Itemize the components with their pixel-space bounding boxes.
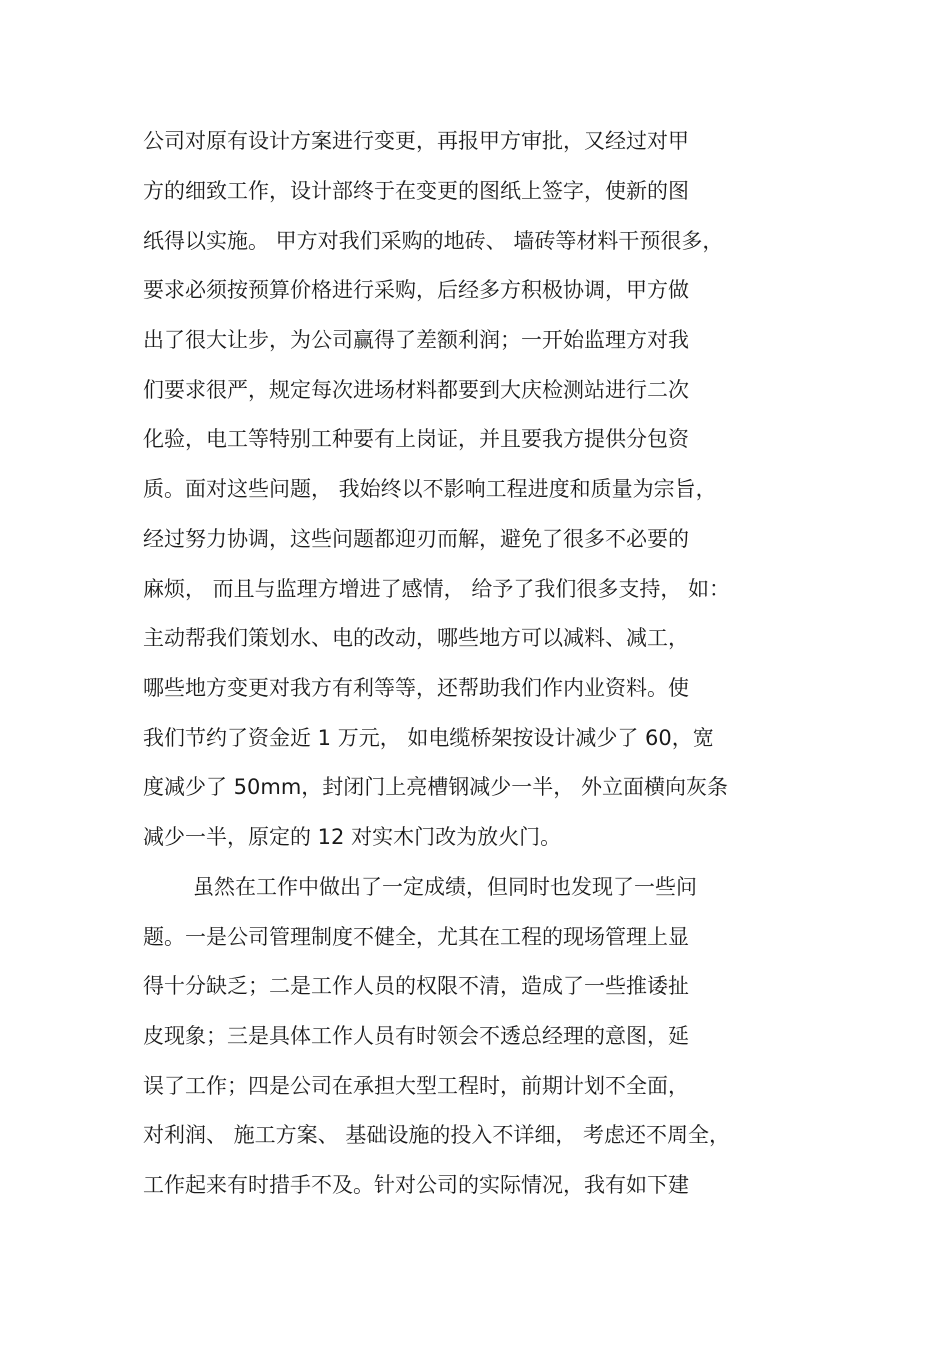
paragraph-1-line-6: 们要求很严，规定每次进场材料都要到大庆检测站进行二次 <box>143 378 689 402</box>
paragraph-1-line-3: 纸得以实施。 甲方对我们采购的地砖、 墙砖等材料干预很多， <box>143 229 724 253</box>
paragraph-2-line-7: 工作起来有时措手不及。针对公司的实际情况，我有如下建 <box>143 1173 689 1197</box>
paragraph-2-line-5: 误了工作；四是公司在承担大型工程时，前期计划不全面， <box>143 1074 689 1098</box>
paragraph-2-line-2: 题。一是公司管理制度不健全，尤其在工程的现场管理上显 <box>143 925 689 949</box>
paragraph-1-line-7: 化验，电工等特别工种要有上岗证，并且要我方提供分包资 <box>143 427 689 451</box>
paragraph-1-line-14: 度减少了 50mm，封闭门上亮槽钢减少一半， 外立面横向灰条 <box>143 775 728 799</box>
paragraph-1-line-8: 质。面对这些问题， 我始终以不影响工程进度和质量为宗旨， <box>143 477 717 501</box>
paragraph-1-line-2: 方的细致工作，设计部终于在变更的图纸上签字，使新的图 <box>143 179 689 203</box>
paragraph-1-line-10: 麻烦， 而且与监理方增进了感情， 给予了我们很多支持， 如： <box>143 577 731 601</box>
paragraph-2-line-1: 虽然在工作中做出了一定成绩，但同时也发现了一些问 <box>193 875 697 899</box>
paragraph-1-line-1: 公司对原有设计方案进行变更，再报甲方审批，又经过对甲 <box>143 129 689 153</box>
paragraph-2-line-3: 得十分缺乏；二是工作人员的权限不清，造成了一些推诿扯 <box>143 974 689 998</box>
paragraph-1-line-5: 出了很大让步，为公司赢得了差额利润；一开始监理方对我 <box>143 328 689 352</box>
paragraph-1-line-12: 哪些地方变更对我方有利等等，还帮助我们作内业资料。使 <box>143 676 689 700</box>
paragraph-1-line-11: 主动帮我们策划水、电的改动，哪些地方可以减料、减工， <box>143 626 689 650</box>
paragraph-1-line-4: 要求必须按预算价格进行采购，后经多方积极协调，甲方做 <box>143 278 689 302</box>
paragraph-1-line-9: 经过努力协调，这些问题都迎刃而解，避免了很多不必要的 <box>143 527 689 551</box>
paragraph-1-line-15: 减少一半，原定的 12 对实木门改为放火门。 <box>143 825 562 849</box>
paragraph-2-line-4: 皮现象；三是具体工作人员有时领会不透总经理的意图，延 <box>143 1024 689 1048</box>
paragraph-2-line-6: 对利润、 施工方案、 基础设施的投入不详细， 考虑还不周全， <box>143 1123 731 1147</box>
paragraph-1-line-13: 我们节约了资金近 1 万元， 如电缆桥架按设计减少了 60，宽 <box>143 726 714 750</box>
